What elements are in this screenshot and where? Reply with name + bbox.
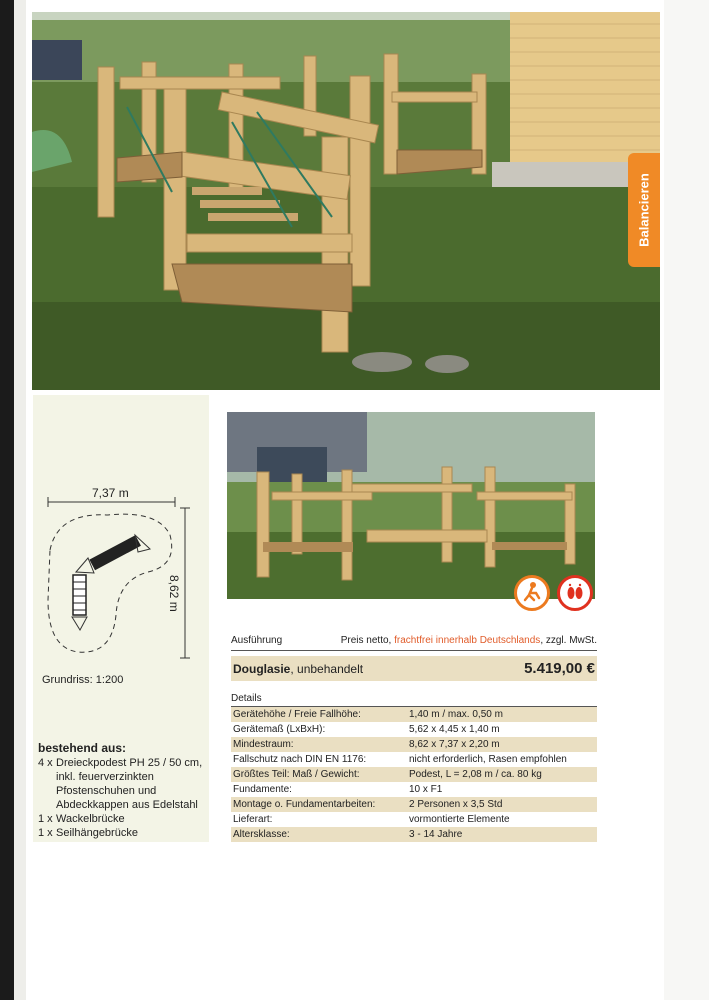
price-note-prefix: Preis netto,: [340, 635, 392, 646]
row-label: Größtes Teil: Maß / Gewicht:: [233, 769, 360, 780]
material-name: Douglasie: [233, 661, 291, 676]
table-row: [231, 752, 597, 767]
table-row: [231, 782, 597, 797]
list-item: [38, 756, 213, 812]
scan-border: [0, 0, 14, 1000]
secondary-photo: [227, 412, 595, 599]
item-text: Seilhängebrücke: [56, 827, 138, 839]
material-detail: , unbehandelt: [290, 661, 364, 676]
row-label: Fundamente:: [233, 784, 292, 795]
page-margin: [664, 0, 709, 1000]
table-row: [231, 797, 597, 812]
components-heading: bestehend aus:: [38, 741, 127, 755]
components-list: [38, 741, 213, 840]
details-rows: [231, 707, 597, 842]
list-item: [38, 826, 213, 840]
spec-col-label: Ausführung: [231, 635, 283, 646]
item-qty: 1 x: [38, 827, 53, 839]
row-label: Fallschutz nach DIN EN 1176:: [233, 754, 367, 765]
row-value: Podest, L = 2,08 m / ca. 80 kg: [409, 769, 542, 780]
row-value: 5,62 x 4,45 x 1,40 m: [409, 724, 500, 735]
plan-height-label: 8,62 m: [167, 575, 181, 612]
material: [233, 662, 363, 676]
row-label: Gerätemaß (LxBxH):: [233, 724, 326, 735]
row-value: 10 x F1: [409, 784, 443, 795]
table-row: [231, 767, 597, 782]
table-row: [231, 722, 597, 737]
category-tab-label: Balancieren: [636, 173, 652, 247]
price-note-suffix: , zzgl. MwSt.: [540, 635, 597, 646]
row-label: Altersklasse:: [233, 829, 290, 840]
item-qty: 1 x: [38, 813, 53, 825]
plan-scale-label: Grundriss: 1:200: [42, 674, 124, 686]
row-label: Montage o. Fundamentarbeiten:: [233, 799, 376, 810]
category-tab: [628, 153, 660, 267]
row-value: 1,40 m / max. 0,50 m: [409, 709, 503, 720]
main-photo: [32, 12, 660, 390]
list-item: [38, 812, 213, 826]
row-value: 8,62 x 7,37 x 2,20 m: [409, 739, 500, 750]
spec-header-row: [231, 635, 597, 651]
item-text: Wackelbrücke: [56, 813, 125, 825]
floor-plan-diagram: [38, 480, 208, 670]
plan-width-label: 7,37 m: [92, 486, 129, 500]
row-value: vormontierte Elemente: [409, 814, 510, 825]
item-text: Dreieckpodest PH 25 / 50 cm, inkl. feuerverzinkten Pfostenschuhen und Abdeckkappen aus Edelstahl: [56, 757, 203, 811]
scan-margin: [14, 0, 26, 1000]
price-note-highlight: frachtfrei innerhalb Deutschlands: [394, 635, 541, 646]
table-row: [231, 737, 597, 752]
row-value: 3 - 14 Jahre: [409, 829, 463, 840]
spec-table: [231, 635, 597, 842]
footprints-icon: [557, 575, 593, 611]
row-value: nicht erforderlich, Rasen empfohlen: [409, 754, 567, 765]
row-label: Lieferart:: [233, 814, 273, 825]
item-qty: 4 x: [38, 757, 53, 769]
row-value: 2 Personen x 3,5 Std: [409, 799, 503, 810]
table-row: [231, 707, 597, 722]
child-play-icon: [514, 575, 550, 611]
price-value: 5.419,00 €: [524, 660, 595, 677]
details-heading: Details: [231, 693, 597, 707]
price-note: [341, 635, 597, 648]
row-label: Mindestraum:: [233, 739, 294, 750]
price-row: [231, 656, 597, 681]
row-label: Gerätehöhe / Freie Fallhöhe:: [233, 709, 361, 720]
table-row: [231, 812, 597, 827]
table-row: [231, 827, 597, 842]
